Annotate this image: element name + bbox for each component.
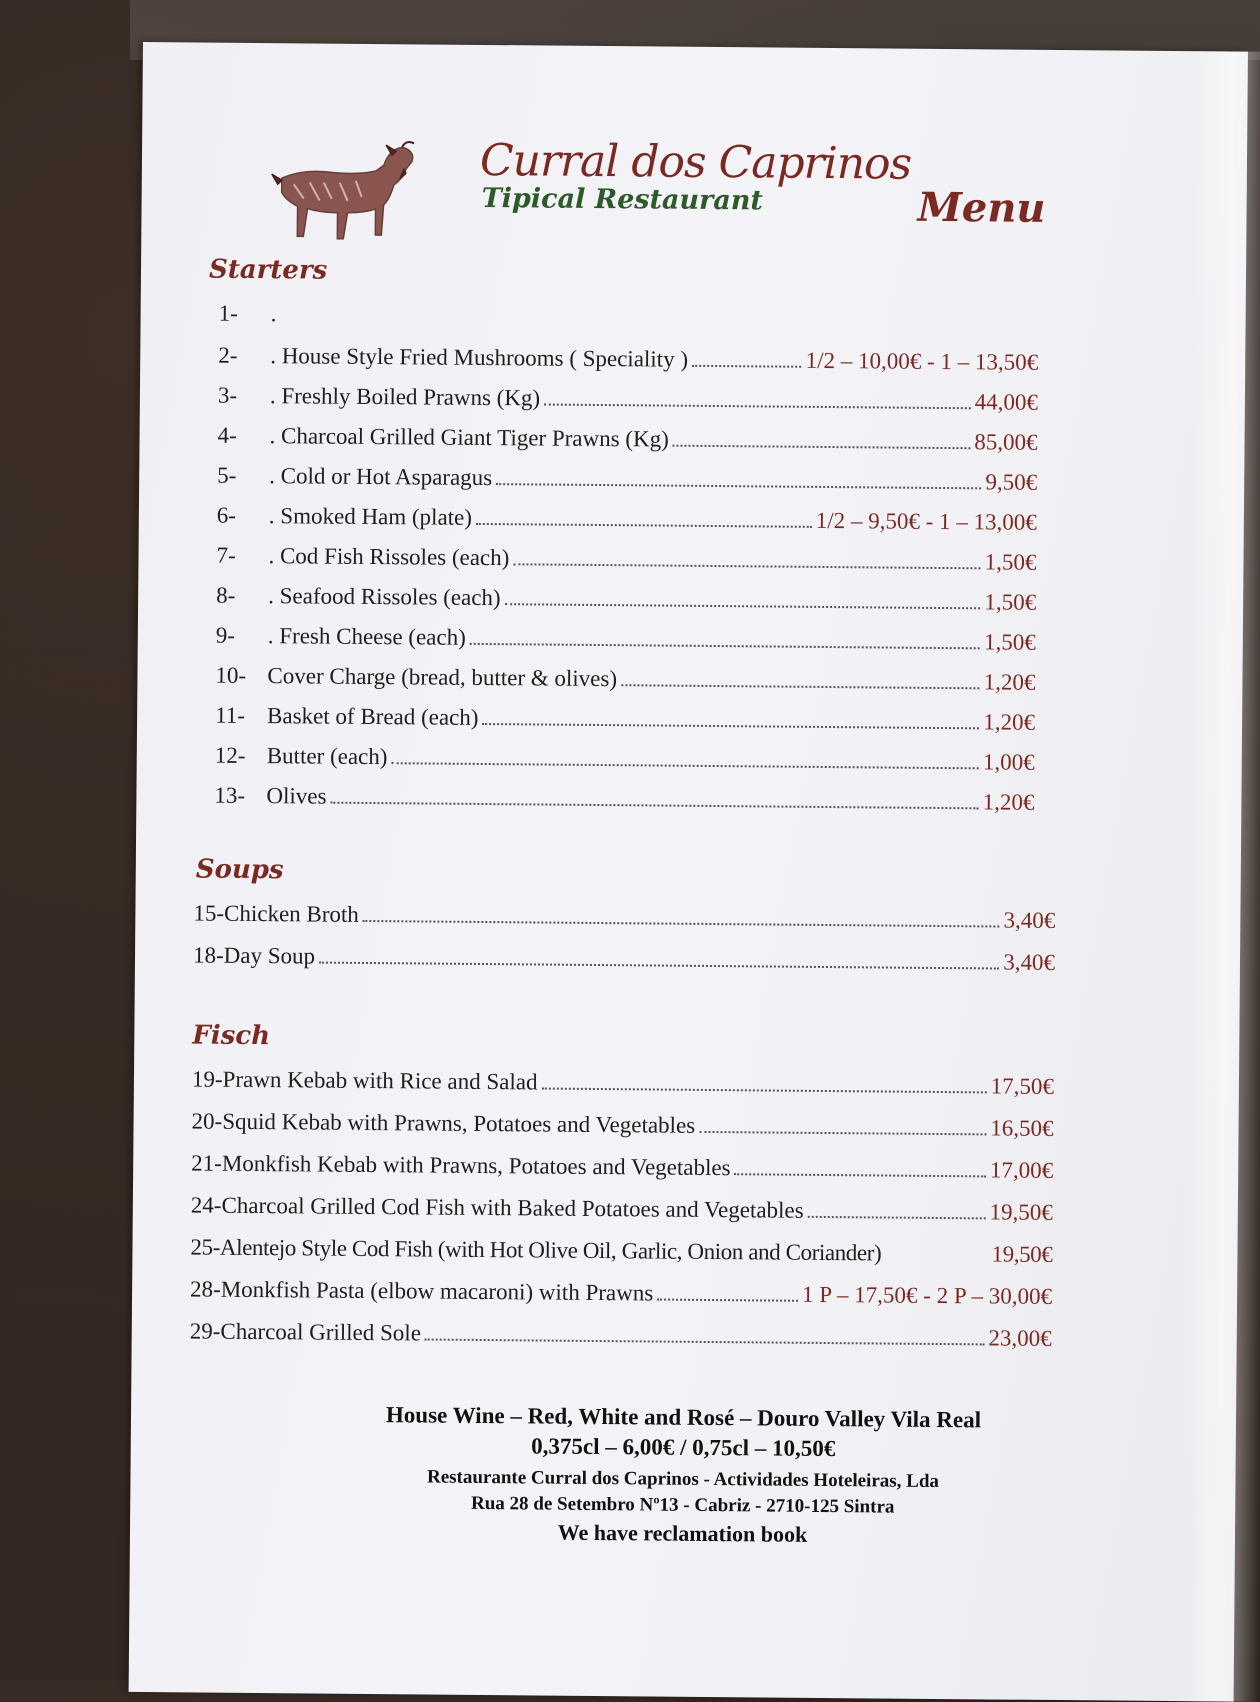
menu-title: Menu bbox=[917, 183, 1046, 232]
menu-header bbox=[141, 82, 1247, 262]
reclamation-note: We have reclamation book bbox=[557, 1519, 808, 1547]
menu-item: 2- . House Style Fried Mushrooms ( Speciality ) 1/2 – 10,00€ - 1 – 13,50€ bbox=[218, 342, 1039, 375]
fish-title: Fisch bbox=[192, 1020, 271, 1052]
company-name: Restaurante Curral dos Caprinos - Actividades Hoteleiras, Lda bbox=[426, 1466, 940, 1493]
menu-item: 21- Monkfish Kebab with Prawns, Potatoes and Vegetables 17,00€ bbox=[191, 1150, 1054, 1183]
wine-prices: 0,375cl – 6,00€ / 0,75cl – 10,50€ bbox=[531, 1433, 836, 1462]
menu-item: 25- Alentejo Style Cod Fish (with Hot Olive Oil, Garlic, Onion and Coriander) 19,50€ bbox=[190, 1234, 1053, 1267]
menu-item: 6- . Smoked Ham (plate) 1/2 – 9,50€ - 1 – 13,00€ bbox=[216, 502, 1037, 535]
house-wine: House Wine – Red, White and Rosé – Douro Valley Vila Real bbox=[385, 1402, 982, 1433]
menu-item: 13- Olives 1,20€ bbox=[214, 782, 1035, 815]
company-address: Rua 28 de Setembro Nº13 - Cabriz - 2710-125 Sintra bbox=[470, 1492, 895, 1518]
restaurant-tagline: Tipical Restaurant bbox=[481, 182, 764, 217]
menu-item: 20- Squid Kebab with Prawns, Potatoes and Vegetables 16,50€ bbox=[191, 1108, 1054, 1141]
menu-item: 29- Charcoal Grilled Sole 23,00€ bbox=[189, 1318, 1052, 1351]
goat-icon bbox=[263, 138, 424, 259]
menu-item: 24- Charcoal Grilled Cod Fish with Baked Potatoes and Vegetables 19,50€ bbox=[190, 1192, 1053, 1225]
menu-item: 11- Basket of Bread (each) 1,20€ bbox=[215, 702, 1036, 735]
starters-title: Starters bbox=[208, 254, 328, 286]
menu-item: 8- . Seafood Rissoles (each) 1,50€ bbox=[216, 582, 1037, 615]
menu-sheet bbox=[129, 42, 1248, 1702]
menu-item: 10- Cover Charge (bread, butter & olives) 1,20€ bbox=[215, 662, 1036, 695]
menu-item: 18- Day Soup 3,40€ bbox=[192, 942, 1056, 975]
menu-item: 3- . Freshly Boiled Prawns (Kg) 44,00€ bbox=[217, 382, 1038, 415]
menu-item: 7- . Cod Fish Rissoles (each) 1,50€ bbox=[216, 542, 1037, 575]
menu-item: 15- Chicken Broth 3,40€ bbox=[193, 900, 1056, 933]
menu-item: 4- . Charcoal Grilled Giant Tiger Prawns (Kg) 85,00€ bbox=[217, 422, 1038, 455]
soups-title: Soups bbox=[195, 854, 284, 886]
menu-item: 1- . bbox=[218, 300, 277, 327]
restaurant-name: Curral dos Caprinos bbox=[479, 134, 912, 190]
menu-item: 28- Monkfish Pasta (elbow macaroni) with Prawns 1 P – 17,50€ - 2 P – 30,00€ bbox=[190, 1276, 1053, 1309]
menu-item: 12- Butter (each) 1,00€ bbox=[214, 742, 1035, 775]
menu-item: 9- . Fresh Cheese (each) 1,50€ bbox=[215, 622, 1036, 655]
menu-item: 19- Prawn Kebab with Rice and Salad 17,50€ bbox=[191, 1066, 1055, 1099]
menu-item: 5- . Cold or Hot Asparagus 9,50€ bbox=[217, 462, 1038, 495]
menu-footer bbox=[130, 1398, 1236, 1554]
